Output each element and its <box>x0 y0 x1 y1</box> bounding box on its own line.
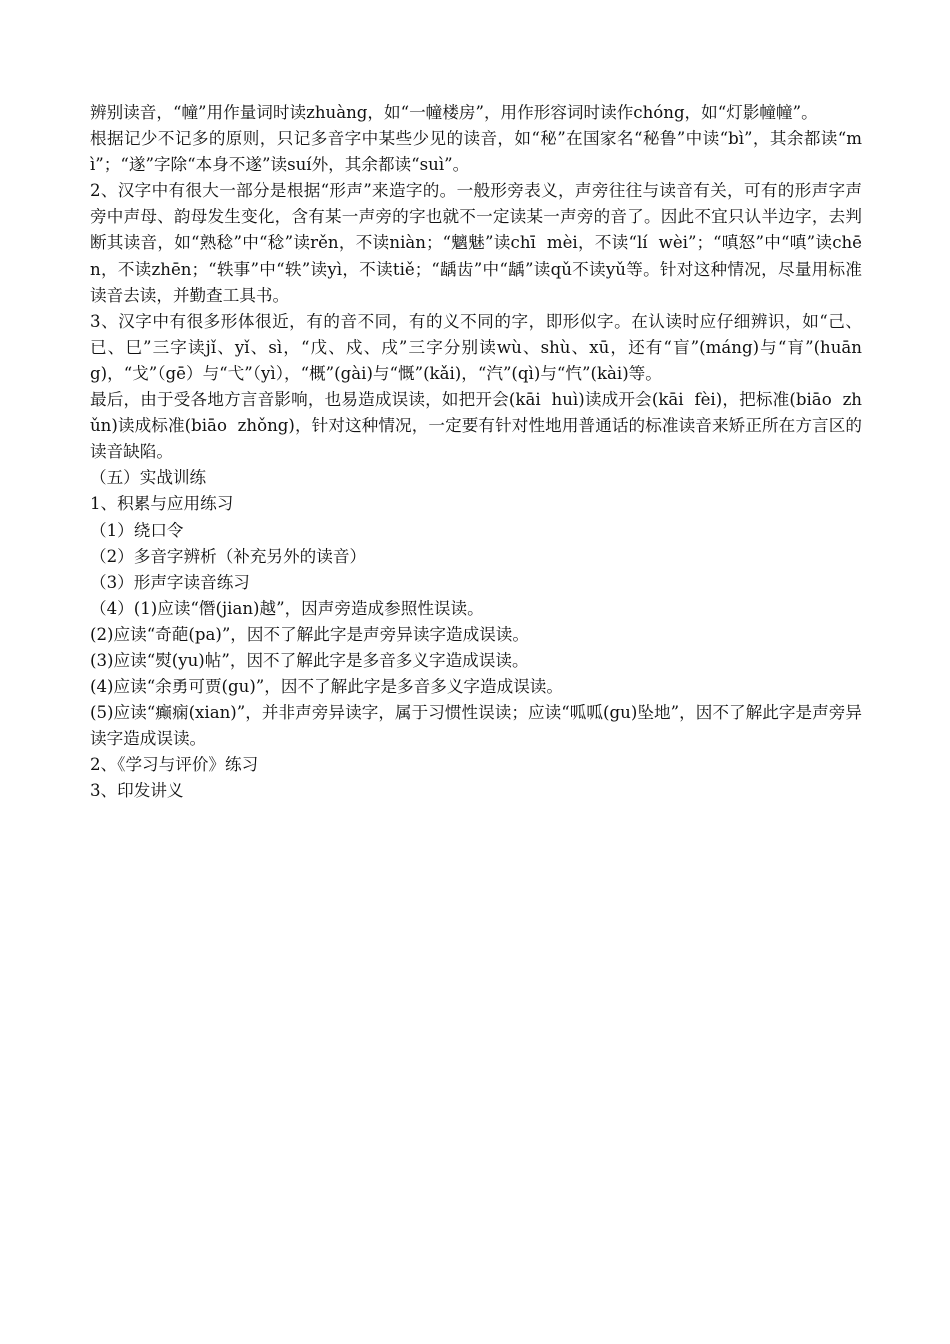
answer-item-3: (3)应读“熨(yu)帖”，因不了解此字是多音多义字造成误读。 <box>90 650 529 670</box>
paragraph-zhuang-pronunciation: 辨别读音，“幢”用作量词时读zhuàng，如“一幢楼房”，用作形容词时读作chóng，如“灯影幢幢”。 <box>90 103 818 122</box>
list-item-tongue-twister: （1）绕口令 <box>90 520 184 540</box>
list-item-polyphone: （2）多音字辨析（补充另外的读音） <box>90 546 367 566</box>
paragraph-memory-principle: 根据记少不记多的原则，只记多音字中某些少见的读音，如“秘”在国家名“秘鲁”中读“bì”，其余都读“mì”；“遂”字除“本身不遂”读suí外，其余都读“suì”。 <box>90 129 862 175</box>
paragraph-dialect-influence: 最后，由于受各地方言音影响，也易造成误读，如把开会(kāi huì)读成开会(kāi fèi)，把标准(biāo zhǔn)读成标准(biāo zhǒng)，针对这种情况，一定要有针对性地用普通话的标准读音来矫正所在方言区的读音缺陷。 <box>90 390 862 462</box>
list-item-study-evaluation: 2、《学习与评价》练习 <box>90 755 259 775</box>
answer-item-1: （4）(1)应读“僭(jian)越”，因声旁造成参照性误读。 <box>90 598 484 618</box>
list-item-accumulation: 1、积累与应用练习 <box>90 494 234 514</box>
section-heading-practice: （五）实战训练 <box>90 468 207 488</box>
answer-item-4: (4)应读“余勇可贾(gu)”，因不了解此字是多音多义字造成误读。 <box>90 677 563 697</box>
list-item-phonetic-practice: （3）形声字读音练习 <box>90 572 250 592</box>
paragraph-similar-shapes: 3、汉字中有很多形体很近，有的音不同，有的义不同的字，即形似字。在认读时应仔细辨识，如“己、已、巳”三字读jǐ、yǐ、sì，“戊、戍、戌”三字分别读wù、shù、xū，还有“盲”(máng)与“肓”(huāng)，“戈”（gē）与“弋”（yì），“概”(gài)与“慨”(kǎi)，“汽”(qì)与“忾”(kài)等。 <box>90 311 862 383</box>
list-item-handout: 3、印发讲义 <box>90 781 184 801</box>
paragraph-phonetic-radicals: 2、汉字中有很大一部分是根据“形声”来造字的。一般形旁表义，声旁往往与读音有关，可有的形声字声旁中声母、韵母发生变化，含有某一声旁的字也就不一定读某一声旁的音了。因此不宜只认半边字，去判断其读音，如“熟稔”中“稔”读rěn，不读niàn；“魑魅”读chī mèi，不读“lí wèi”；“嗔怒”中“嗔”读chēn，不读zhēn；“轶事”中“轶”读yì，不读tiě；“龋齿”中“龋”读qǔ不读yǔ等。针对这种情况，尽量用标准读音去读，并勤查工具书。 <box>90 181 862 305</box>
answer-item-2: (2)应读“奇葩(pa)”，因不了解此字是声旁异读字造成误读。 <box>90 624 529 644</box>
document-body <box>90 100 862 805</box>
answer-item-5: (5)应读“癫痫(xian)”，并非声旁异读字，属于习惯性误读；应读“呱呱(gu)坠地”，因不了解此字是声旁异读字造成误读。 <box>90 703 862 749</box>
